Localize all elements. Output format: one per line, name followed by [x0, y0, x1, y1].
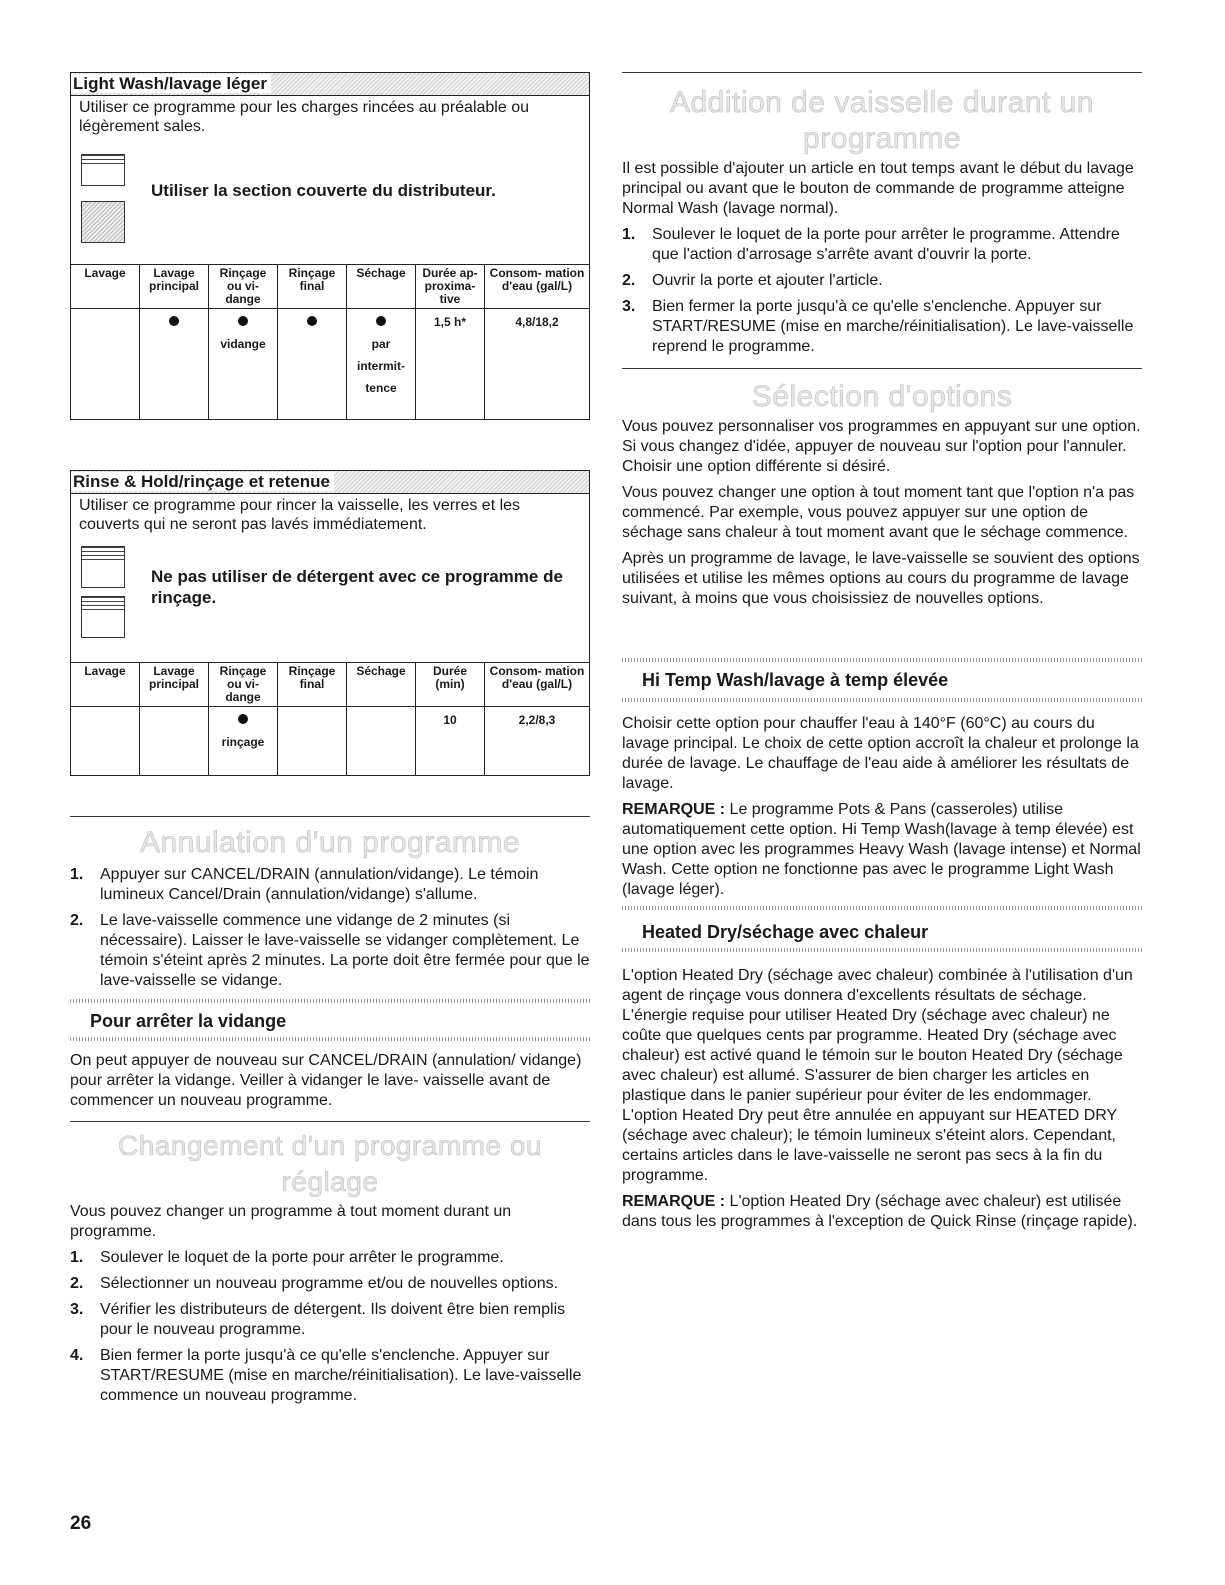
add-dish-intro: Il est possible d'ajouter un article en tout temps avant le début du lavage principal ou avant que le bouton de commande de programme atteigne Normal Wash (lavage normal). [622, 160, 1134, 217]
rinse-label: rinçage [221, 735, 265, 749]
dispenser-covered-icon [81, 546, 125, 588]
heated-dry-heading: Heated Dry/séchage avec chaleur [642, 922, 929, 942]
heated-dry-p1: L'option Heated Dry (séchage avec chaleur) combinée à l'utilisation d'un agent de rinçage vous donnera d'excellents résultats de séchage. L'énergie requise pour utiliser Heated Dry (séchage avec chaleur) ne coûte que quelques cents par programme. Heated Dry (séchage avec chaleur) est activé quand le témoin sur le bouton Heated Dry (séchage avec chaleur) est allumé. S'assurer de bien charger les articles en plastique dans le panier supérieur pour éviter de les endommager. L'option Heated Dry peut être annulée en appuyant sur HEATED DRY (séchage avec chaleur); le témoin lumineux s'éteint alors. Cependant, certains articles dans le lave-vaisselle ne seront pas secs à la fin du programme. [622, 967, 1133, 1184]
col-rinse-drain: Rinçage ou vi- dange [209, 265, 278, 309]
light-wash-title: Light Wash/lavage léger [71, 74, 271, 93]
list-item: 3. Vérifier les distributeurs de détergent. Ils doivent être bien remplis pour le nouveau programme. [70, 1301, 566, 1338]
options-p2: Vous pouvez changer une option à tout moment tant que l'option n'a pas commencé. Par exemple, vous pouvez appuyer sur une option de séchage sans chaleur à tout moment avant que le séchage commence. [622, 484, 1135, 541]
list-item: 1. Soulever le loquet de la porte pour arrêter le programme. Attendre que l'action d'arrosage s'arrête avant d'ouvrir la porte. [622, 226, 1120, 263]
hi-temp-p1: Choisir cette option pour chauffer l'eau à 140°F (60°C) au cours du lavage principal. Le choix de cette option accroît la chaleur et prolonge la durée de lavage. Le chauffage de l'eau aide à améliorer les résultats de lavage. [622, 715, 1139, 792]
water-cell: 2,2/8,3 [518, 713, 556, 727]
rinse-hold-dispenser-note: Ne pas utiliser de détergent avec ce programme de rinçage. [151, 567, 563, 607]
options-p3: Après un programme de lavage, le lave-vaisselle se souvient des options utilisées et utilise les mêmes options au cours du programme de lavage suivant, à moins que vous choisissiez de nouvelles options. [622, 550, 1140, 607]
light-wash-description: Utiliser ce programme pour les charges rincées au préalable ou légèrement sales. [79, 99, 529, 135]
step-dot-icon [238, 316, 248, 326]
heated-dry-section [622, 906, 1142, 1232]
col-main-wash: Lavage principal [140, 663, 209, 707]
cancel-heading: Annulation d'un programme [139, 826, 521, 859]
rinse-hold-cycle-table [71, 662, 589, 775]
light-wash-panel [70, 72, 590, 420]
col-final-rinse: Rinçage final [278, 663, 347, 707]
rinse-hold-title-bar [71, 471, 589, 494]
stop-drain-heading: Pour arrêter la vidange [90, 1011, 287, 1031]
rinse-hold-title: Rinse & Hold/rinçage et retenue [71, 472, 334, 491]
table-header-row [71, 663, 589, 707]
col-rinse-drain: Rinçage ou vi- dange [209, 663, 278, 707]
rinse-drain-label: vidange [220, 337, 266, 351]
change-intro: Vous pouvez changer un programme à tout moment durant un programme. [70, 1203, 512, 1240]
options-section [622, 368, 1142, 609]
step-dot-icon [307, 316, 317, 326]
add-dish-heading-2: programme [803, 122, 961, 155]
hi-temp-remark: REMARQUE : Le programme Pots & Pans (casseroles) utilise automatiquement cette option. Hi Temp Wash(lavage à temp élevée) est une option avec les programmes Heavy Wash (lavage intense) et Normal Wash. Cette option ne fonctionne pas avec le programme Light Wash (lavage léger). [622, 801, 1141, 898]
duration-cell: 1,5 h* [416, 309, 485, 419]
col-final-rinse: Rinçage final [278, 265, 347, 309]
page-number: 26 [70, 1513, 92, 1534]
col-dry: Séchage [347, 663, 416, 707]
cancel-section [70, 816, 590, 1111]
step-dot-icon [376, 316, 386, 326]
change-heading: Changement d'un programme ou réglage [117, 1130, 543, 1197]
heated-dry-remark: REMARQUE : L'option Heated Dry (séchage avec chaleur) est utilisée dans tous les programmes à l'exception de Quick Rinse (rinçage rapide). [622, 1193, 1138, 1230]
list-item: 4. Bien fermer la porte jusqu'à ce qu'elle s'enclenche. Appuyer sur START/RESUME (mise en marche/réinitialisation). Le lave-vaisselle commence un nouveau programme. [70, 1347, 582, 1404]
add-dish-heading: Addition de vaisselle durant un [669, 86, 1095, 119]
list-item: 1. Soulever le loquet de la porte pour arrêter le programme. [70, 1249, 504, 1266]
options-p1: Vous pouvez personnaliser vos programmes en appuyant sur une option. Si vous changez d'idée, appuyer de nouveau sur l'option pour l'annuler. Choisir une option différente si désiré. [622, 418, 1141, 475]
col-main-wash: Lavage principal [140, 265, 209, 309]
rinse-hold-dispenser [71, 534, 589, 662]
rinse-hold-panel [70, 470, 590, 776]
list-item: 2. Sélectionner un nouveau programme et/ou de nouvelles options. [70, 1275, 559, 1292]
list-item: 1. Appuyer sur CANCEL/DRAIN (annulation/vidange). Le témoin lumineux Cancel/Drain (annulation/vidange) s'allume. [70, 866, 539, 903]
table-row [71, 707, 589, 775]
step-dot-icon [169, 316, 179, 326]
dispenser-covered-icon [81, 596, 125, 638]
dry-label: intermit- [357, 359, 405, 373]
duration-cell: 10 [416, 707, 485, 775]
rinse-hold-description: Utiliser ce programme pour rincer la vaisselle, les verres et les couverts qui ne seront pas lavés immédiatement. [79, 497, 521, 533]
list-item: 3. Bien fermer la porte jusqu'à ce qu'elle s'enclenche. Appuyer sur START/RESUME (mise en marche/réinitialisation). Le lave-vaisselle reprend le programme. [622, 298, 1134, 355]
step-dot-icon [238, 714, 248, 724]
col-water: Consom- mation d'eau (gal/L) [485, 663, 590, 707]
dry-label: par [371, 337, 391, 351]
list-item: 2. Le lave-vaisselle commence une vidange de 2 minutes (si nécessaire). Laisser le lave-vaisselle se vidanger complètement. Le témoin s'éteint après 2 minutes. La porte doit être fermée pour que le lave-vaisselle se vidange. [70, 912, 590, 989]
col-wash: Lavage [71, 265, 140, 309]
stop-drain-text: On peut appuyer de nouveau sur CANCEL/DRAIN (annulation/ vidange) pour arrêter la vidange. Veiller à vidanger le lave- vaisselle avant de commencer un nouveau programme. [70, 1052, 582, 1109]
col-water: Consom- mation d'eau (gal/L) [485, 265, 590, 309]
table-row [71, 309, 589, 419]
light-wash-title-bar [71, 73, 589, 96]
change-section [70, 1121, 590, 1412]
dry-label: tence [365, 381, 397, 395]
col-wash: Lavage [71, 663, 140, 707]
col-dry: Séchage [347, 265, 416, 309]
options-heading: Sélection d'options [751, 380, 1013, 413]
change-steps [70, 1248, 590, 1406]
water-cell: 4,8/18,2 [515, 315, 559, 329]
col-duration: Durée (min) [416, 663, 485, 707]
cancel-steps [70, 865, 590, 991]
hi-temp-section [622, 658, 1142, 900]
list-item: 2. Ouvrir la porte et ajouter l'article. [622, 272, 883, 289]
light-wash-dispenser [71, 136, 589, 264]
col-duration: Durée ap- proxima- tive [416, 265, 485, 309]
light-wash-dispenser-note: Utiliser la section couverte du distributeur. [151, 181, 496, 200]
add-dish-steps [622, 225, 1142, 357]
dispenser-open-icon [81, 201, 125, 243]
add-dish-section [622, 72, 1142, 363]
dispenser-covered-icon [81, 154, 125, 186]
hi-temp-heading: Hi Temp Wash/lavage à temp élevée [642, 670, 949, 690]
table-header-row [71, 265, 589, 309]
light-wash-cycle-table [71, 264, 589, 419]
